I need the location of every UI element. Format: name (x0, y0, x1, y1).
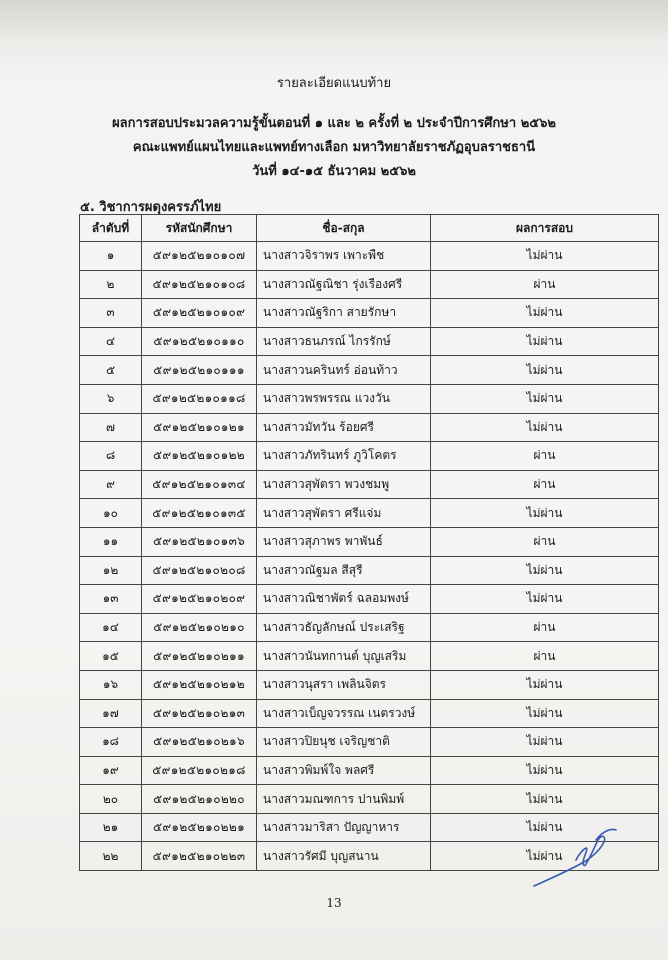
row-full-name: นางสาวสุพัตรา พวงชมพู (257, 470, 431, 499)
row-exam-result: ไม่ผ่าน (431, 413, 659, 442)
row-order: ๒ (80, 270, 142, 299)
row-student-id: ๕๙๑๒๕๒๑๐๑๒๑ (142, 413, 257, 442)
table-row (80, 670, 659, 699)
row-order: ๑๓ (80, 585, 142, 614)
row-exam-result: ไม่ผ่าน (431, 728, 659, 757)
row-student-id: ๕๙๑๒๕๒๑๐๑๐๗ (142, 242, 257, 271)
table-row (80, 413, 659, 442)
table-row (80, 556, 659, 585)
row-full-name: นางสาวภัทรินทร์ ภูวิโคตร (257, 442, 431, 471)
row-student-id: ๕๙๑๒๕๒๑๐๒๑๓ (142, 699, 257, 728)
row-student-id: ๕๙๑๒๕๒๑๐๒๒๓ (142, 842, 257, 871)
row-full-name: นางสาวนครินทร์ อ่อนท้าว (257, 356, 431, 385)
row-exam-result: ไม่ผ่าน (431, 699, 659, 728)
row-order: ๑๑ (80, 527, 142, 556)
row-order: ๑๕ (80, 642, 142, 671)
header-order: ลำดับที่ (80, 215, 142, 242)
row-exam-result: ไม่ผ่าน (431, 785, 659, 814)
row-exam-result: ผ่าน (431, 527, 659, 556)
row-exam-result: ไม่ผ่าน (431, 556, 659, 585)
page-number: 13 (326, 896, 342, 910)
row-order: ๖ (80, 384, 142, 413)
row-student-id: ๕๙๑๒๕๒๑๐๒๑๐ (142, 613, 257, 642)
row-student-id: ๕๙๑๒๕๒๑๐๑๒๒ (142, 442, 257, 471)
row-exam-result: ไม่ผ่าน (431, 499, 659, 528)
heading-line-2: คณะแพทย์แผนไทยและแพทย์ทางเลือก มหาวิทยาลัยราชภัฏอุบลราชธานี (132, 140, 536, 155)
row-full-name: นางสาวนันทกานต์ บุญเสริม (257, 642, 431, 671)
row-order: ๒๐ (80, 785, 142, 814)
row-order: ๑๗ (80, 699, 142, 728)
row-order: ๑๒ (80, 556, 142, 585)
table-row (80, 442, 659, 471)
row-order: ๘ (80, 442, 142, 471)
header-full-name: ชื่อ-สกุล (257, 215, 431, 242)
row-exam-result: ผ่าน (431, 442, 659, 471)
table-row (80, 585, 659, 614)
row-student-id: ๕๙๑๒๕๒๑๐๒๐๙ (142, 585, 257, 614)
row-exam-result: ไม่ผ่าน (431, 585, 659, 614)
row-exam-result: ผ่าน (431, 642, 659, 671)
row-full-name: นางสาวณัฐริกา สายรักษา (257, 299, 431, 328)
row-student-id: ๕๙๑๒๕๒๑๐๑๑๘ (142, 384, 257, 413)
row-student-id: ๕๙๑๒๕๒๑๐๒๒๐ (142, 785, 257, 814)
row-full-name: นางสาวพิมพ์ใจ พลศรี (257, 756, 431, 785)
table-body (80, 242, 659, 871)
row-order: ๒๑ (80, 813, 142, 842)
table-header-row (80, 215, 659, 242)
row-exam-result: ไม่ผ่าน (431, 756, 659, 785)
table-row (80, 270, 659, 299)
table-row (80, 728, 659, 757)
row-student-id: ๕๙๑๒๕๒๑๐๒๒๑ (142, 813, 257, 842)
row-full-name: นางสาวณัฐณิชา รุ่งเรืองศรี (257, 270, 431, 299)
header-student-id: รหัสนักศึกษา (142, 215, 257, 242)
row-exam-result: ไม่ผ่าน (431, 356, 659, 385)
row-student-id: ๕๙๑๒๕๒๑๐๑๓๕ (142, 499, 257, 528)
row-student-id: ๕๙๑๒๕๒๑๐๑๐๘ (142, 270, 257, 299)
table-row (80, 470, 659, 499)
table-row (80, 613, 659, 642)
row-full-name: นางสาวปิยนุช เจริญชาติ (257, 728, 431, 757)
row-student-id: ๕๙๑๒๕๒๑๐๒๑๖ (142, 728, 257, 757)
annex-title: รายละเอียดแนบท้าย (276, 76, 392, 91)
row-full-name: นางสาวสุพัตรา ศรีแจ่ม (257, 499, 431, 528)
row-student-id: ๕๙๑๒๕๒๑๐๑๐๙ (142, 299, 257, 328)
row-student-id: ๕๙๑๒๕๒๑๐๒๑๑ (142, 642, 257, 671)
row-order: ๑๐ (80, 499, 142, 528)
table-row (80, 384, 659, 413)
row-student-id: ๕๙๑๒๕๒๑๐๒๐๘ (142, 556, 257, 585)
row-student-id: ๕๙๑๒๕๒๑๐๑๑๑ (142, 356, 257, 385)
row-full-name: นางสาวณิชาพัตร์ ฉลอมพงษ์ (257, 585, 431, 614)
row-student-id: ๕๙๑๒๕๒๑๐๑๓๔ (142, 470, 257, 499)
scan-shadow (0, 0, 668, 40)
row-exam-result: ไม่ผ่าน (431, 299, 659, 328)
row-full-name: นางสาวนุสรา เพลินจิตร (257, 670, 431, 699)
row-exam-result: ผ่าน (431, 613, 659, 642)
heading-line-3: วันที่ ๑๔-๑๕ ธันวาคม ๒๕๖๒ (252, 164, 416, 179)
row-full-name: นางสาวมัทวัน ร้อยศรี (257, 413, 431, 442)
row-full-name: นางสาวรัศมี บุญสนาน (257, 842, 431, 871)
row-full-name: นางสาวธนภรณ์ ไกรรักษ์ (257, 327, 431, 356)
row-full-name: นางสาวมาริสา ปัญญาหาร (257, 813, 431, 842)
row-full-name: นางสาวธัญลักษณ์ ประเสริฐ (257, 613, 431, 642)
row-full-name: นางสาวจิราพร เพาะพืช (257, 242, 431, 271)
table-row (80, 356, 659, 385)
row-exam-result: ไม่ผ่าน (431, 327, 659, 356)
row-exam-result: ไม่ผ่าน (431, 813, 659, 842)
row-full-name: นางสาวสุภาพร พาพันธ์ (257, 527, 431, 556)
row-exam-result: ผ่าน (431, 270, 659, 299)
table-row (80, 327, 659, 356)
row-order: ๒๒ (80, 842, 142, 871)
row-exam-result: ไม่ผ่าน (431, 842, 659, 871)
row-order: ๑๙ (80, 756, 142, 785)
row-order: ๙ (80, 470, 142, 499)
table-row (80, 299, 659, 328)
table-row (80, 642, 659, 671)
table-row (80, 756, 659, 785)
row-full-name: นางสาวพรพรรณ แวงวัน (257, 384, 431, 413)
row-student-id: ๕๙๑๒๕๒๑๐๑๓๖ (142, 527, 257, 556)
signature-mark (530, 826, 620, 892)
table-row (80, 242, 659, 271)
table-row (80, 527, 659, 556)
row-student-id: ๕๙๑๒๕๒๑๐๒๑๘ (142, 756, 257, 785)
table-row (80, 699, 659, 728)
row-full-name: นางสาวณัฐมล สีสุรี (257, 556, 431, 585)
row-order: ๑ (80, 242, 142, 271)
row-order: ๑๖ (80, 670, 142, 699)
row-student-id: ๕๙๑๒๕๒๑๐๑๑๐ (142, 327, 257, 356)
row-exam-result: ไม่ผ่าน (431, 242, 659, 271)
row-student-id: ๕๙๑๒๕๒๑๐๒๑๒ (142, 670, 257, 699)
row-order: ๑๘ (80, 728, 142, 757)
row-exam-result: ผ่าน (431, 470, 659, 499)
row-order: ๓ (80, 299, 142, 328)
row-exam-result: ไม่ผ่าน (431, 384, 659, 413)
table-row (80, 499, 659, 528)
table-row (80, 785, 659, 814)
row-order: ๔ (80, 327, 142, 356)
section-title: ๕. วิชาการผดุงครรภ์ไทย (80, 200, 222, 215)
row-full-name: นางสาวเบ็ญจวรรณ เนตรวงษ์ (257, 699, 431, 728)
heading-line-1: ผลการสอบประมวลความรู้ขั้นตอนที่ ๑ และ ๒ ครั้งที่ ๒ ประจำปีการศึกษา ๒๕๖๒ (112, 116, 556, 131)
header-exam-result: ผลการสอบ (431, 215, 659, 242)
row-exam-result: ไม่ผ่าน (431, 670, 659, 699)
results-table (79, 214, 659, 871)
row-order: ๗ (80, 413, 142, 442)
row-order: ๕ (80, 356, 142, 385)
row-full-name: นางสาวมณฑการ ปานพิมพ์ (257, 785, 431, 814)
row-order: ๑๔ (80, 613, 142, 642)
